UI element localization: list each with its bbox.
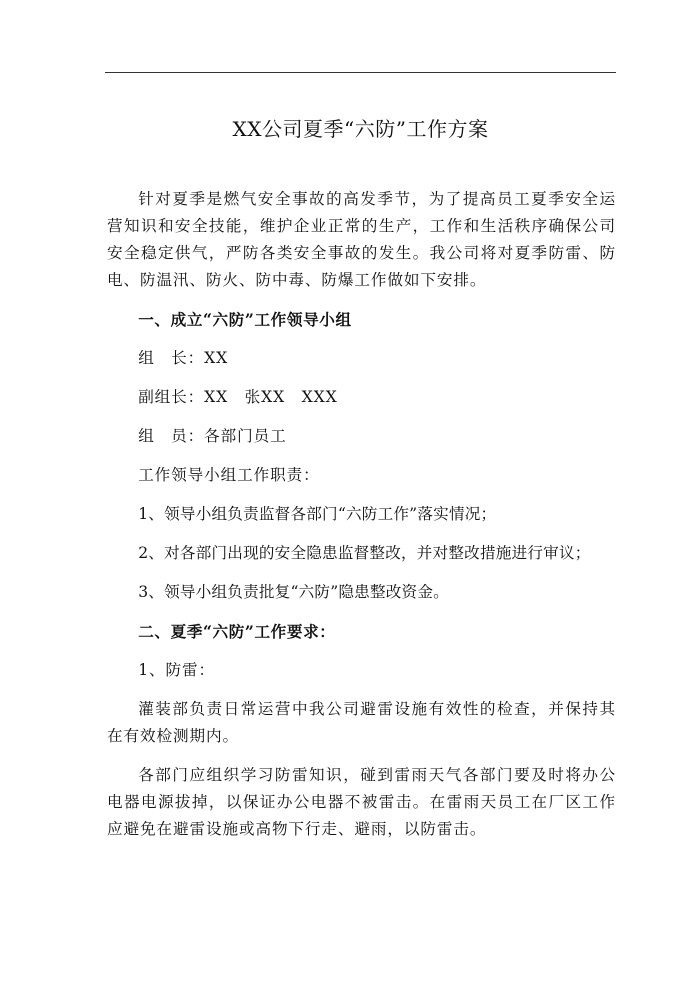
duty-item: 2、对各部门出现的安全隐患监督整改，并对整改措施进行审议；: [138, 544, 591, 562]
header-rule: [105, 72, 616, 73]
group-leader: 组 长：XX: [138, 349, 229, 367]
intro-paragraph: 针对夏季是燃气安全事故的高发季节，为了提高员工夏季安全运营知识和安全技能，维护企业正常的生产，工作和生活秩序确保公司安全稳定供气，严防各类安全事故的发生。我公司将对夏季防雷、防电、防温汛、防火、防中毒、防爆工作做如下安排。: [107, 190, 616, 289]
deputy-leaders: 副组长：XX 张XX XXX: [138, 388, 338, 406]
lightning-paragraph-1: 灌装部负责日常运营中我公司避雷设施有效性的检查，并保持其在有效检测期内。: [107, 700, 616, 745]
section2-heading: 二、夏季“六防”工作要求：: [138, 622, 336, 641]
document-title: XX公司夏季“六防”工作方案: [232, 117, 489, 141]
subsection-lightning: 1、防雷：: [138, 661, 215, 679]
duty-item: 1、领导小组负责监督各部门“六防工作”落实情况；: [138, 505, 497, 523]
group-members: 组 员：各部门员工: [138, 427, 287, 445]
duty-item: 3、领导小组负责批复“六防”隐患整改资金。: [138, 583, 449, 601]
lightning-paragraph-2: 各部门应组织学习防雷知识，碰到雷雨天气各部门要及时将办公电器电源拔掉，以保证办公电器不被雷击。在雷雨天员工在厂区工作应避免在避雷设施或高物下行走、避雨，以防雷击。: [107, 766, 616, 838]
duties-title: 工作领导小组工作职责：: [138, 466, 320, 484]
document-body: [107, 186, 616, 855]
section1-heading: 一、成立“六防”工作领导小组: [138, 310, 352, 329]
